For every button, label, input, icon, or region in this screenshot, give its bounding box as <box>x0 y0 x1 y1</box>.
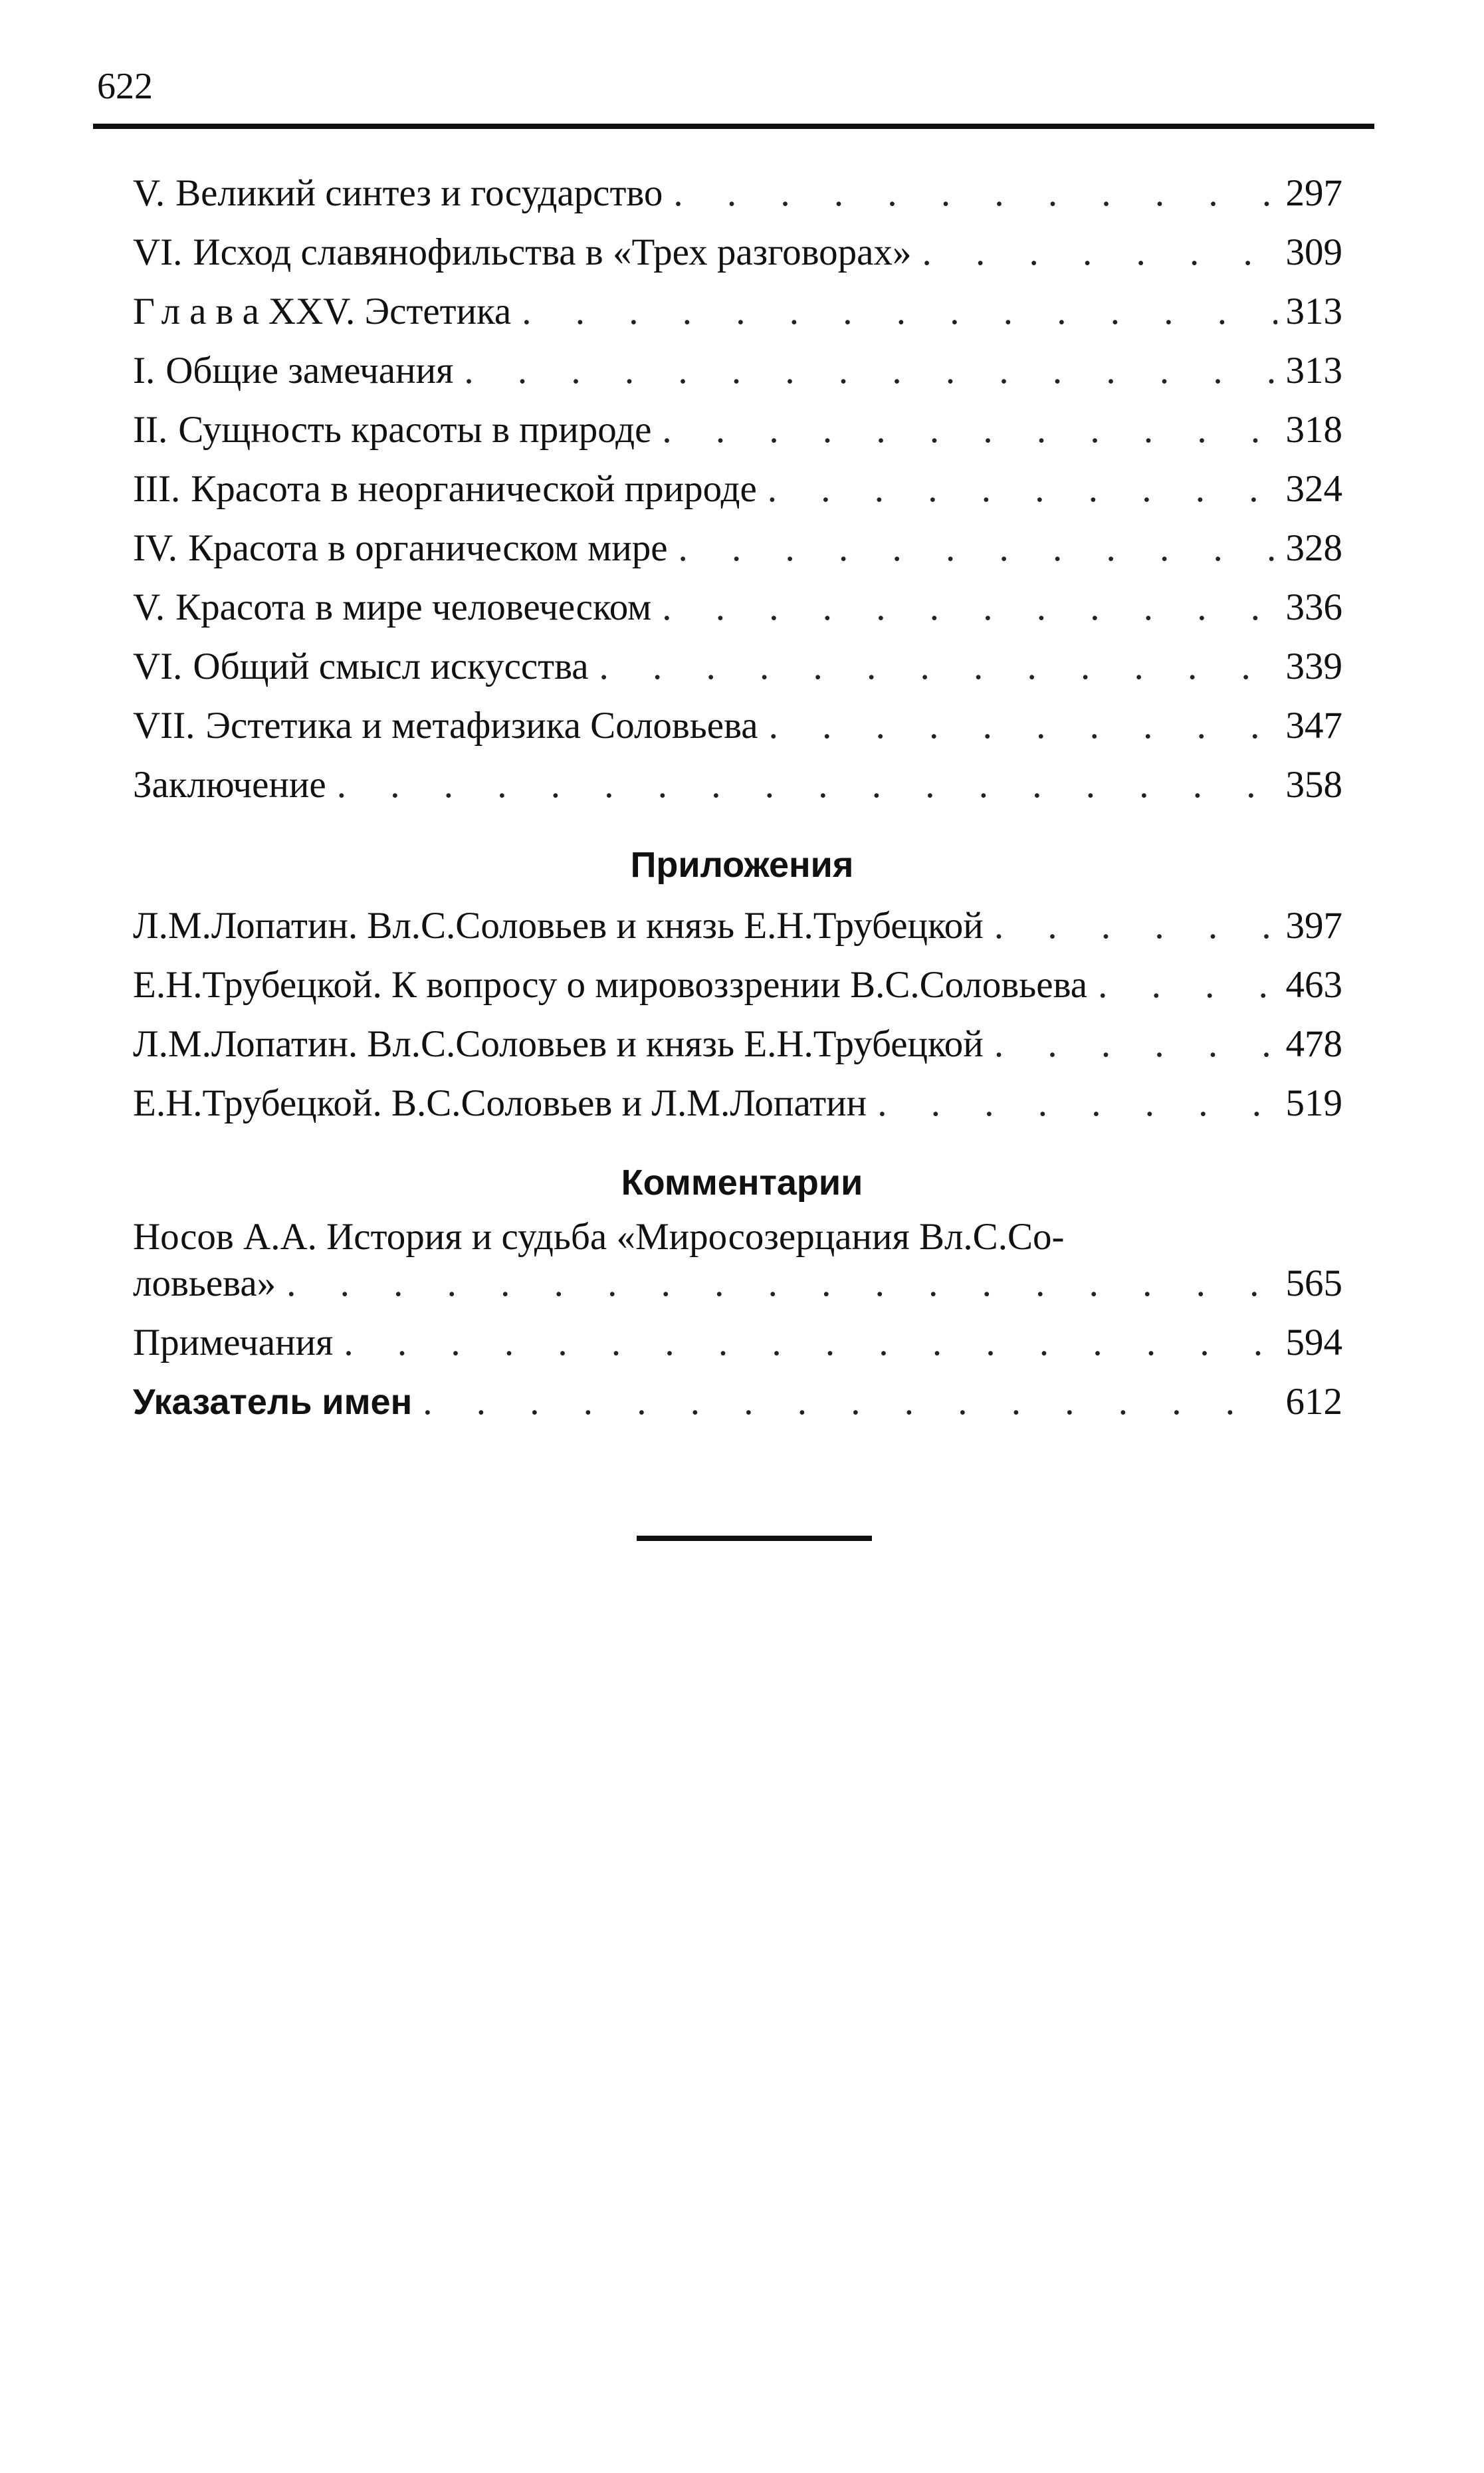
toc-entry <box>133 588 1342 626</box>
toc-entry-title: Великий синтез и государство <box>175 172 663 214</box>
commentary-entry-line1: Носов А.А. История и судьба «Миросозерцания Вл.С.Со- <box>133 1216 1065 1258</box>
toc-entry-title: Красота в органическом мире <box>188 527 668 569</box>
toc-entry <box>133 174 1342 212</box>
commentary-title: Примечания <box>133 1322 334 1363</box>
header-rule <box>93 124 1374 129</box>
appendix-title: Е.Н.Трубецкой. К вопросу о мировоззрении В.С.Соловьева <box>133 964 1088 1006</box>
toc-entry-page: 318 <box>1285 409 1342 451</box>
toc-entry-number: III. <box>133 468 181 510</box>
dot-leader <box>984 1025 1277 1063</box>
dot-leader <box>333 1324 1277 1361</box>
commentary-heading: Комментарии <box>621 1163 863 1203</box>
dot-leader <box>651 411 1277 449</box>
dot-leader <box>412 1383 1277 1421</box>
commentary-page: 612 <box>1285 1381 1342 1423</box>
toc-entry-page: 313 <box>1285 350 1342 392</box>
toc-chapter-entry <box>133 293 1342 330</box>
toc-entry-page: 313 <box>1285 291 1342 332</box>
toc-entry-title: Заключение <box>133 764 326 806</box>
appendices-heading: Приложения <box>630 845 854 885</box>
toc-entry-page: 358 <box>1285 764 1342 806</box>
appendix-entry <box>133 1025 1342 1063</box>
commentary-entry <box>133 1264 1342 1302</box>
toc-entry-page: 324 <box>1285 468 1342 510</box>
appendix-page: 463 <box>1285 964 1342 1006</box>
toc-entry-page: 309 <box>1285 231 1342 273</box>
toc-entry-page: 336 <box>1285 586 1342 628</box>
toc-entry <box>133 470 1342 508</box>
toc-entry-title: Красота в мире человеческом <box>175 586 652 628</box>
appendix-title: Л.М.Лопатин. Вл.С.Соловьев и князь Е.Н.Трубецкой <box>133 905 984 947</box>
toc-entry-number: VI. <box>133 646 183 687</box>
commentary-page: 594 <box>1285 1322 1342 1363</box>
toc-entry-number: VI. <box>133 231 183 273</box>
dot-leader <box>589 648 1277 685</box>
appendix-page: 519 <box>1285 1082 1342 1124</box>
toc-entry-conclusion <box>133 766 1342 804</box>
commentary-entry <box>133 1324 1342 1361</box>
appendix-page: 478 <box>1285 1023 1342 1065</box>
dot-leader <box>663 174 1277 212</box>
appendix-title: Л.М.Лопатин. Вл.С.Соловьев и князь Е.Н.Трубецкой <box>133 1023 984 1065</box>
index-title: Указатель имен <box>133 1382 413 1422</box>
end-rule <box>637 1536 872 1541</box>
toc-entry-number: VII. <box>133 705 195 747</box>
appendix-entry <box>133 966 1342 1004</box>
dot-leader <box>1087 966 1277 1004</box>
dot-leader <box>984 907 1277 945</box>
toc-entry-number: I. <box>133 350 156 392</box>
commentary-page: 565 <box>1285 1262 1342 1304</box>
toc-entry-title: Сущность красоты в природе <box>178 409 652 451</box>
toc-entry-page: 347 <box>1285 705 1342 747</box>
dot-leader <box>912 233 1278 271</box>
dot-leader <box>651 588 1277 626</box>
toc-entry <box>133 529 1342 567</box>
toc-entry-title: XXV. Эстетика <box>268 291 512 332</box>
dot-leader <box>668 529 1277 567</box>
toc-entry-number: V. <box>133 586 165 628</box>
dot-leader <box>867 1084 1277 1122</box>
toc-entry-title: Эстетика и метафизика Соловьева <box>205 705 758 747</box>
appendix-entry <box>133 1084 1342 1122</box>
commentary-title-line2: ловьева» <box>133 1262 276 1304</box>
toc-entry <box>133 648 1342 685</box>
dot-leader <box>757 470 1277 508</box>
appendix-title: Е.Н.Трубецкой. В.С.Соловьев и Л.М.Лопатин <box>133 1082 867 1124</box>
page-number: 622 <box>97 66 153 107</box>
dot-leader <box>326 766 1277 804</box>
toc-entry-number: V. <box>133 172 165 214</box>
dot-leader <box>511 293 1277 330</box>
toc-entry-page: 328 <box>1285 527 1342 569</box>
toc-entry-title: Общий смысл искусства <box>193 646 589 687</box>
appendix-page: 397 <box>1285 905 1342 947</box>
toc-entry <box>133 233 1342 271</box>
toc-entry-title: Исход славянофильства в «Трех разговорах» <box>193 231 912 273</box>
toc-entry <box>133 707 1342 745</box>
dot-leader <box>276 1264 1277 1302</box>
toc-entry-title: Общие замечания <box>165 350 454 392</box>
commentary-entry <box>133 1383 1342 1421</box>
toc-entry-number: II. <box>133 409 168 451</box>
toc-entry <box>133 352 1342 390</box>
toc-entry-page: 339 <box>1285 646 1342 687</box>
dot-leader <box>453 352 1277 390</box>
appendix-entry <box>133 907 1342 945</box>
toc-entry-number: IV. <box>133 527 178 569</box>
toc-entry <box>133 411 1342 449</box>
toc-entry-page: 297 <box>1285 172 1342 214</box>
dot-leader <box>758 707 1277 745</box>
toc-entry-title: Красота в неорганической природе <box>191 468 757 510</box>
toc-chapter-prefix: Глава <box>133 291 268 332</box>
